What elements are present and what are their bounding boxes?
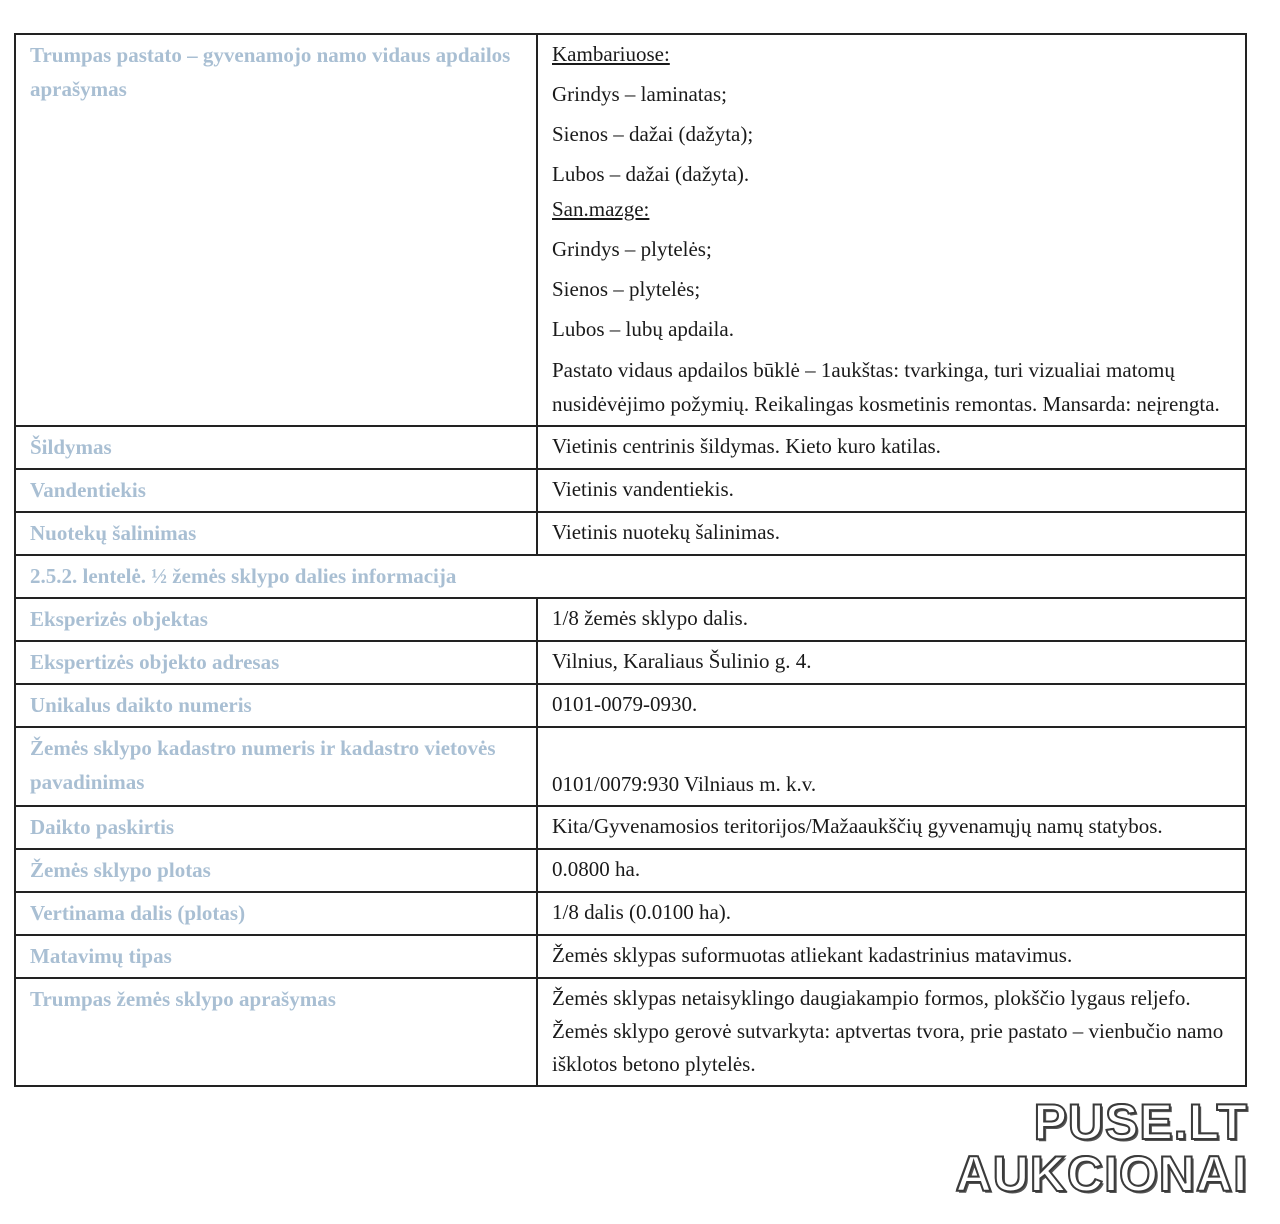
list-item: Lubos – dažai (dažyta). bbox=[552, 162, 750, 186]
row-value: 0101/0079:930 Vilniaus m. k.v. bbox=[537, 727, 1246, 806]
row-value: Vietinis nuotekų šalinimas. bbox=[537, 512, 1246, 555]
table-row bbox=[15, 849, 1246, 892]
section-row bbox=[15, 555, 1246, 598]
row-value: Vilnius, Karaliaus Šulinio g. 4. bbox=[537, 641, 1246, 684]
watermark-line: AUKCIONAI bbox=[955, 1146, 1248, 1202]
row-label: Eksperizės objektas bbox=[15, 598, 537, 641]
table-row bbox=[15, 684, 1246, 727]
rooms-heading: Kambariuose: bbox=[552, 42, 670, 66]
table-row bbox=[15, 935, 1246, 978]
bathroom-heading: San.mazge: bbox=[552, 197, 650, 221]
table-row bbox=[15, 727, 1246, 806]
list-item: Sienos – dažai (dažyta); bbox=[552, 122, 754, 146]
row-label: Žemės sklypo plotas bbox=[15, 849, 537, 892]
list-item: Grindys – plytelės; bbox=[552, 237, 712, 261]
row-value: 0.0800 ha. bbox=[537, 849, 1246, 892]
row-label: Trumpas pastato – gyvenamojo namo vidaus apdailos aprašymas bbox=[15, 34, 537, 426]
table-row bbox=[15, 512, 1246, 555]
row-label: Trumpas žemės sklypo aprašymas bbox=[15, 978, 537, 1086]
watermark-logo bbox=[956, 1096, 1248, 1200]
row-value: Žemės sklypas suformuotas atliekant kadastrinius matavimus. bbox=[537, 935, 1246, 978]
row-label: Vertinama dalis (plotas) bbox=[15, 892, 537, 935]
row-value: 1/8 dalis (0.0100 ha). bbox=[537, 892, 1246, 935]
row-label: Matavimų tipas bbox=[15, 935, 537, 978]
row-value: Vietinis vandentiekis. bbox=[537, 469, 1246, 512]
list-item: Lubos – lubų apdaila. bbox=[552, 317, 734, 341]
row-value: Žemės sklypas netaisyklingo daugiakampio formos, plokščio lygaus reljefo. Žemės sklypo gerovė sutvarkyta: aptvertas tvora, prie pastato – vienbučio namo išklotos betono plytelės. bbox=[537, 978, 1246, 1086]
row-value: 1/8 žemės sklypo dalis. bbox=[537, 598, 1246, 641]
list-item: Grindys – laminatas; bbox=[552, 82, 727, 106]
list-item: Sienos – plytelės; bbox=[552, 277, 701, 301]
table-row bbox=[15, 892, 1246, 935]
row-label: Daikto paskirtis bbox=[15, 806, 537, 849]
table-row bbox=[15, 598, 1246, 641]
table-row bbox=[15, 469, 1246, 512]
table-row bbox=[15, 34, 1246, 426]
table-row bbox=[15, 978, 1246, 1086]
table-row bbox=[15, 641, 1246, 684]
table-row bbox=[15, 806, 1246, 849]
row-value: 0101-0079-0930. bbox=[537, 684, 1246, 727]
interior-finish-description bbox=[537, 34, 1246, 426]
section-title: 2.5.2. lentelė. ½ žemės sklypo dalies informacija bbox=[15, 555, 1246, 598]
row-value: Kita/Gyvenamosios teritorijos/Mažaaukščių gyvenamųjų namų statybos. bbox=[537, 806, 1246, 849]
watermark-line: PUSE.LT bbox=[1033, 1094, 1248, 1150]
table-row bbox=[15, 426, 1246, 469]
property-info-table bbox=[14, 33, 1247, 1087]
row-label: Nuotekų šalinimas bbox=[15, 512, 537, 555]
row-label: Unikalus daikto numeris bbox=[15, 684, 537, 727]
condition-text: Pastato vidaus apdailos būklė – 1aukštas: tvarkinga, turi vizualiai matomų nusidėvėjimo požymių. Reikalingas kosmetinis remontas. Mansarda: neįrengta. bbox=[552, 358, 1220, 416]
row-label: Vandentiekis bbox=[15, 469, 537, 512]
row-label: Ekspertizės objekto adresas bbox=[15, 641, 537, 684]
row-label: Šildymas bbox=[15, 426, 537, 469]
row-value: Vietinis centrinis šildymas. Kieto kuro katilas. bbox=[537, 426, 1246, 469]
row-label: Žemės sklypo kadastro numeris ir kadastro vietovės pavadinimas bbox=[15, 727, 537, 806]
